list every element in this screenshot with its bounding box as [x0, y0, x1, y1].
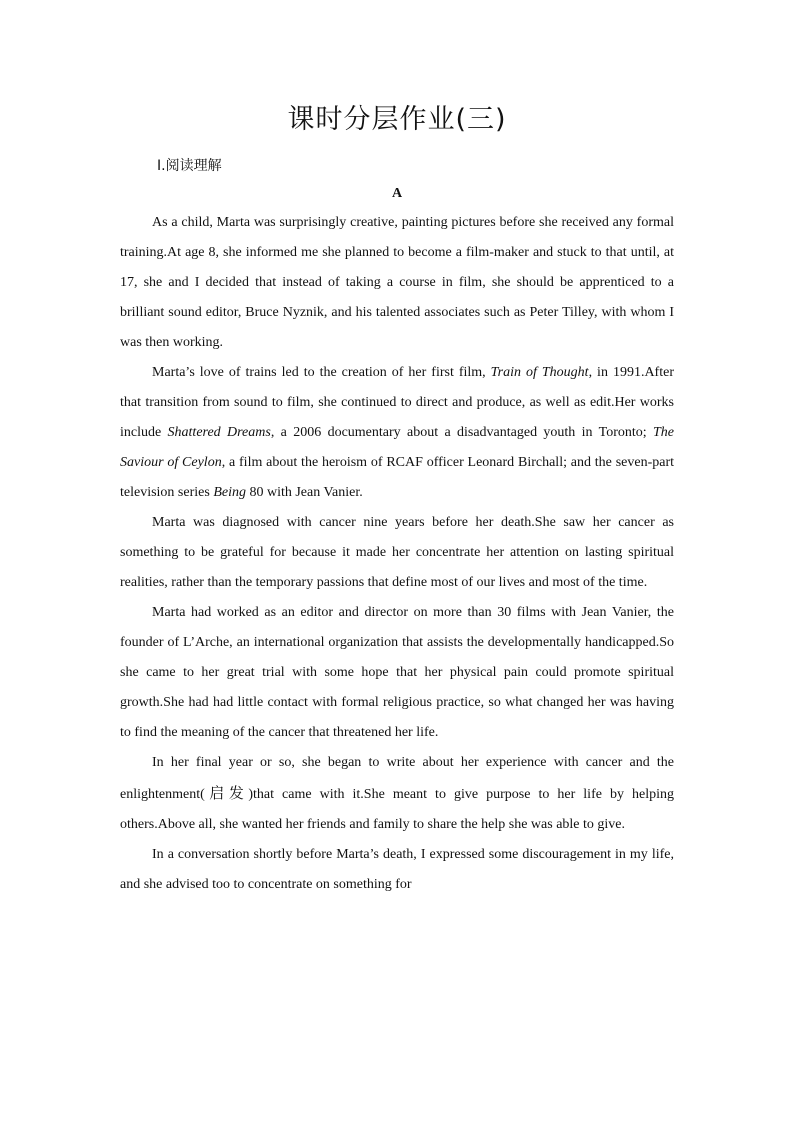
- passage-body: [120, 208, 674, 900]
- paragraph-1: As a child, Marta was surprisingly creative, painting pictures before she received any formal training.At age 8, she informed me she planned to become a film-maker and stuck to that until, at 17, she and I decided that instead of taking a course in film, she should be apprenticed to a brilliant sound editor, Bruce Nyznik, and his talented associates such as Peter Tilley, with whom I was then working.: [120, 215, 674, 350]
- section-heading: Ⅰ.阅读理解: [157, 158, 222, 174]
- paragraph-2-text-a: Marta’s love of trains led to the creation of her first film,: [152, 365, 491, 380]
- passage-label: A: [391, 186, 403, 201]
- paragraph-2: [120, 358, 674, 508]
- chinese-gloss: 启发: [204, 784, 249, 802]
- paragraph-6: In a conversation shortly before Marta’s death, I expressed some discouragement in my life, and she advised too to concentrate on something for: [120, 847, 674, 892]
- film-title-shattered-dreams: Shattered Dreams: [167, 425, 271, 440]
- film-title-saviour-of-ceylon: The Saviour of Ceylon: [120, 425, 674, 470]
- paragraph-2-text-c: , a 2006 documentary about a disadvantaged youth in Toronto;: [270, 425, 653, 440]
- paragraph-2-text-e: 80 with Jean Vanier.: [245, 485, 363, 500]
- paragraph-5-text-a: In her final year or so, she began to write about her experience with cancer and the enlightenment(: [120, 755, 674, 802]
- paragraph-5: [120, 748, 674, 840]
- series-title-being: Being: [213, 485, 246, 500]
- paragraph-5-text-b: )that came with it.She meant to give purpose to her life by helping others.Above all, she wanted her friends and family to share the help she was able to give.: [120, 787, 674, 832]
- paragraph-2-text-d: , a film about the heroism of RCAF officer Leonard Birchall; and the seven-part television series: [120, 455, 674, 500]
- film-title-train-of-thought: Train of Thought: [490, 365, 589, 380]
- paragraph-4: Marta had worked as an editor and director on more than 30 films with Jean Vanier, the founder of L’Arche, an international organization that assists the developmentally handicapped.So she came to her great trial with some hope that her physical pain could promote spiritual growth.She had had little contact with formal religious practice, so what changed her was having to find the meaning of the cancer that threatened her life.: [120, 605, 674, 740]
- page-title: 课时分层作业(三): [287, 104, 507, 135]
- paragraph-3: Marta was diagnosed with cancer nine years before her death.She saw her cancer as something to be grateful for because it made her concentrate her attention on lasting spiritual realities, rather than the temporary passions that define most of our lives and most of the time.: [120, 515, 674, 590]
- paragraph-2-text-b: , in 1991.After that transition from sound to film, she continued to direct and produce, as well as edit.Her works include: [120, 365, 674, 440]
